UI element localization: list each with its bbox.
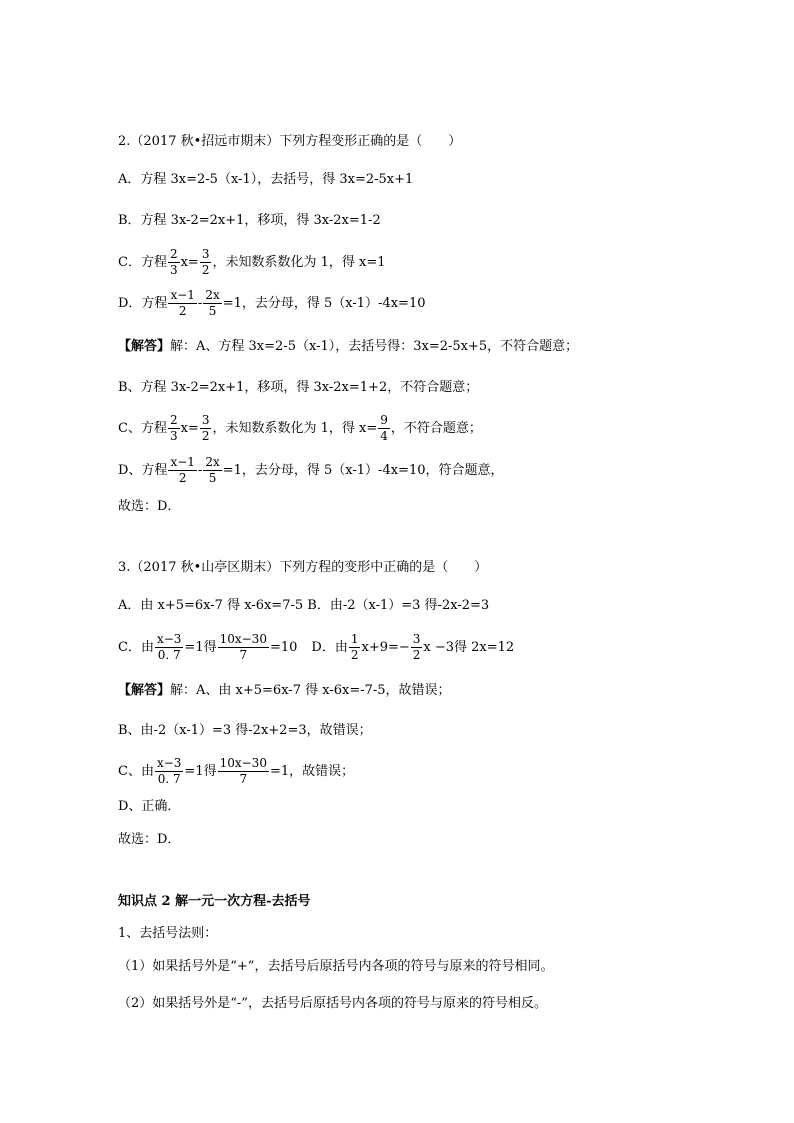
- fraction-den: 3: [169, 263, 178, 277]
- q2-sol-d-prefix: D、方程: [118, 463, 168, 478]
- fraction-den: 5: [208, 304, 217, 318]
- fraction-num: x−1: [170, 455, 195, 469]
- fraction-num: x−3: [156, 632, 182, 646]
- q2-c-mid: x=: [180, 255, 199, 270]
- q3-sol-c-prefix: C、由: [118, 764, 154, 779]
- q3-solution-b: B、由-2（x-1）=3 得-2x+2=3，故错误；: [118, 723, 372, 738]
- fraction-num: 10x−30: [219, 632, 267, 646]
- q3-options-ab: A．由 x+5=6x-7 得 x-6x=7-5 B．由-2（x-1）=3 得-2x-2=3: [118, 598, 490, 613]
- q3-choice: 故选：D．: [118, 832, 181, 847]
- q2-d-mid: -: [197, 296, 203, 311]
- fraction-den: 2: [412, 648, 421, 662]
- fraction: [203, 288, 221, 319]
- q3-c-suffix: =10: [269, 640, 298, 655]
- q2-choice: 故选：D．: [118, 499, 181, 514]
- q3-stem: 3.（2017 秋•山亭区期末）下列方程的变形中正确的是（ ）: [118, 560, 488, 575]
- q3-c-mid: =1得: [184, 640, 217, 655]
- fraction: [168, 413, 180, 444]
- solution-tag: 【解答】: [118, 683, 171, 698]
- rule-2: （2）如果括号外是“-”，去括号后原括号内各项的符号与原来的符号相反。: [118, 996, 547, 1011]
- rule-1: （1）如果括号外是“+”，去括号后原括号内各项的符号与原来的符号相同。: [118, 959, 554, 974]
- fraction-num: 1: [350, 632, 359, 646]
- q3-c-prefix: C．由: [118, 640, 154, 655]
- fraction-den: 2: [178, 471, 187, 485]
- solution-tag: 【解答】: [118, 339, 171, 354]
- fraction-num: x−3: [156, 756, 182, 770]
- q2-c-prefix: C．方程: [118, 255, 167, 270]
- fraction-num: 2x: [205, 288, 220, 302]
- q2-sol-a-text: 解：A、方程 3x=2-5（x-1），去括号得：3x=2-5x+5，不符合题意；: [170, 339, 579, 354]
- fraction-den: 2: [350, 648, 359, 662]
- knowledge-point-title: 知识点 2 解一元一次方程-去括号: [118, 894, 311, 909]
- q3-sol-c-mid: =1得: [184, 764, 217, 779]
- q2-sol-c-mid: x=: [180, 421, 199, 436]
- fraction-num: 9: [380, 413, 388, 427]
- fraction-den: 7: [239, 648, 248, 662]
- q2-solution-d: [118, 455, 503, 486]
- fraction-den: 5: [208, 471, 217, 485]
- q3-solution-c: [118, 756, 354, 787]
- fraction: [218, 756, 269, 787]
- fraction: [218, 632, 269, 663]
- fraction-den: 7: [239, 772, 248, 786]
- q2-c-suffix: ，未知数系数化为 1，得 x=1: [212, 255, 386, 270]
- q3-solution-a: [118, 682, 451, 700]
- fraction: [168, 288, 196, 319]
- fraction: [155, 632, 183, 663]
- q3-options-cd: [118, 632, 514, 663]
- fraction-num: 3: [412, 632, 421, 646]
- fraction: [168, 247, 180, 278]
- fraction: [200, 247, 212, 278]
- fraction-den: 0. 7: [157, 772, 181, 786]
- fraction-num: 2x: [205, 455, 220, 469]
- q2-sol-c-mid2: ，未知数系数化为 1，得 x=: [212, 421, 378, 436]
- fraction: [411, 632, 423, 663]
- fraction-den: 3: [169, 429, 178, 443]
- rule-title: 1、去括号法则：: [118, 926, 218, 941]
- fraction-den: 2: [201, 429, 210, 443]
- fraction: [203, 455, 221, 486]
- fraction-num: 2: [169, 413, 178, 427]
- q2-solution-c: [118, 413, 482, 444]
- q2-solution-a: [118, 338, 578, 356]
- q3-sol-c-suffix: =1，故错误；: [269, 764, 355, 779]
- q3-d-suffix: x −3得 2x=12: [423, 640, 515, 655]
- fraction-num: x−1: [170, 288, 195, 302]
- q2-sol-d-mid: -: [197, 463, 203, 478]
- fraction: [378, 413, 390, 444]
- fraction-num: 3: [201, 413, 210, 427]
- q3-d-mid: x+9=−: [361, 640, 410, 655]
- fraction-num: 10x−30: [219, 756, 267, 770]
- fraction-den: 4: [380, 429, 388, 443]
- q2-d-suffix: =1，去分母，得 5（x-1）-4x=10: [222, 296, 426, 311]
- fraction: [168, 455, 196, 486]
- q3-d-prefix: D．由: [311, 640, 348, 655]
- q2-d-prefix: D．方程: [118, 296, 168, 311]
- fraction: [349, 632, 361, 663]
- q2-option-b: B．方程 3x-2=2x+1，移项，得 3x-2x=1-2: [118, 213, 381, 228]
- fraction-num: 3: [201, 247, 210, 261]
- fraction: [200, 413, 212, 444]
- fraction-den: 2: [201, 263, 210, 277]
- q2-option-c: [118, 247, 386, 278]
- fraction-den: 0. 7: [157, 648, 181, 662]
- fraction: [155, 756, 183, 787]
- q2-sol-d-suffix: =1，去分母，得 5（x-1）-4x=10，符合题意，: [222, 463, 504, 478]
- fraction-num: 2: [169, 247, 178, 261]
- q2-sol-c-suffix: ，不符合题意；: [390, 421, 482, 436]
- q3-solution-d: D、正确．: [118, 799, 181, 814]
- q3-sol-a-text: 解：A、由 x+5=6x-7 得 x-6x=-7-5，故错误；: [170, 683, 451, 698]
- q2-sol-c-prefix: C、方程: [118, 421, 167, 436]
- fraction-den: 2: [178, 304, 187, 318]
- q2-option-d: [118, 288, 425, 319]
- q2-stem: 2.（2017 秋•招远市期末）下列方程变形正确的是（ ）: [118, 134, 462, 149]
- q2-solution-b: B、方程 3x-2=2x+1，移项，得 3x-2x=1+2，不符合题意；: [118, 380, 479, 395]
- q2-option-a: A．方程 3x=2-5（x-1），去括号，得 3x=2-5x+1: [118, 172, 414, 187]
